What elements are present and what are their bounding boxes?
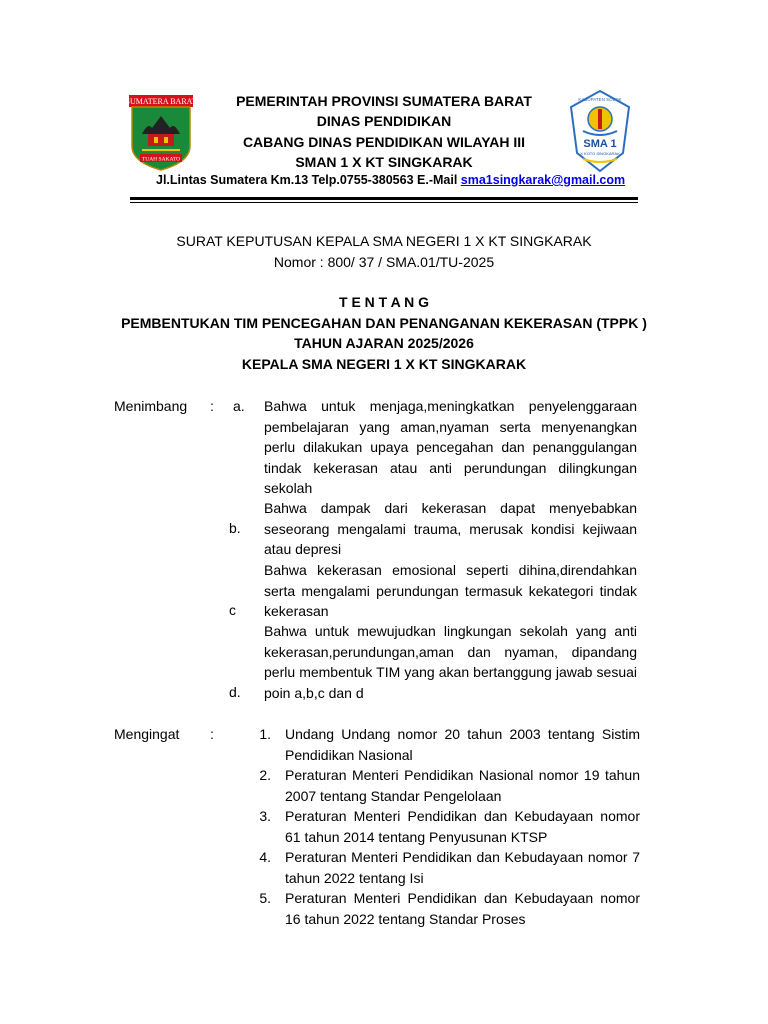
address-text: Jl.Lintas Sumatera Km.13 Telp.0755-380563 E.-Mail — [156, 173, 461, 187]
svg-text:SMA 1: SMA 1 — [583, 138, 617, 150]
academic-year: TAHUN AJARAN 2025/2026 — [294, 335, 474, 351]
menimbang-marker-b: b. — [229, 520, 241, 536]
menimbang-point-d: Bahwa untuk mewujudkan lingkungan sekolah yang anti kekerasan,perundungan,aman dan nyaman, dipandang perlu membentuk TIM yang akan bertanggung jawab sesuai poin a,b,c dan d — [264, 623, 637, 701]
sma1-school-emblem-icon — [569, 89, 631, 173]
school-head-title: KEPALA SMA NEGERI 1 X KT SINGKARAK — [241, 356, 527, 372]
email-link[interactable]: sma1singkarak@gmail.com — [460, 173, 626, 187]
svg-text:TUAH SAKATO: TUAH SAKATO — [141, 156, 181, 163]
letterhead-address — [156, 173, 625, 187]
decree-number: Nomor : 800/ 37 / SMA.01/TU-2025 — [273, 254, 495, 270]
mengingat-item-2: Peraturan Menteri Pendidikan Nasional nomor 19 tahun 2007 tentang Standar Pengelolaan — [285, 767, 640, 804]
decree-title: SURAT KEPUTUSAN KEPALA SMA NEGERI 1 X KT SINGKARAK — [176, 233, 592, 249]
letterhead-divider-thin — [130, 202, 638, 203]
mengingat-number-1: 1. — [259, 726, 271, 742]
mengingat-label: Mengingat — [114, 726, 180, 742]
mengingat-item-1: Undang Undang nomor 20 tahun 2003 tentang Sistim Pendidikan Nasional — [285, 726, 640, 763]
mengingat-number-2: 2. — [259, 767, 271, 783]
letterhead-line-branch: CABANG DINAS PENDIDIKAN WILAYAH III — [242, 134, 526, 150]
mengingat-number-5: 5. — [259, 890, 271, 906]
tentang-heading: T E N T A N G — [339, 294, 429, 310]
menimbang-label: Menimbang — [114, 398, 188, 414]
svg-text:X KOTO SINGKARAK: X KOTO SINGKARAK — [580, 151, 620, 156]
mengingat-item-4: Peraturan Menteri Pendidikan dan Kebudayaan nomor 7 tahun 2022 tentang Isi — [285, 849, 640, 886]
menimbang-marker-d: d. — [229, 684, 241, 700]
svg-text:SUMATERA BARAT: SUMATERA BARAT — [128, 97, 194, 106]
letterhead-line-school: SMAN 1 X KT SINGKARAK — [295, 154, 473, 170]
mengingat-number-4: 4. — [259, 849, 271, 865]
menimbang-colon: : — [210, 398, 214, 414]
menimbang-point-c: Bahwa kekerasan emosional seperti dihina,direndahkan serta mengalami perundungan termasuk kekategori tindak kekerasan — [264, 562, 637, 619]
mengingat-item-3: Peraturan Menteri Pendidikan dan Kebudayaan nomor 61 tahun 2014 tentang Penyusunan KTSP — [285, 808, 640, 845]
mengingat-item-5: Peraturan Menteri Pendidikan dan Kebudayaan nomor 16 tahun 2022 tentang Standar Proses — [285, 890, 640, 927]
letterhead-line-government: PEMERINTAH PROVINSI SUMATERA BARAT — [236, 93, 532, 109]
menimbang-point-a: Bahwa untuk menjaga,meningkatkan penyelenggaraan pembelajaran yang aman,nyaman serta menyenangkan perlu dilakukan upaya pencegahan dan penanggulangan tindak kekerasan atau anti perundungan dilingkungan sekolah — [264, 398, 637, 496]
svg-text:KABUPATEN SOLOK: KABUPATEN SOLOK — [578, 97, 622, 102]
decree-subject: PEMBENTUKAN TIM PENCEGAHAN DAN PENANGANAN KEKERASAN (TPPK ) — [121, 315, 647, 331]
mengingat-number-3: 3. — [259, 808, 271, 824]
menimbang-point-b: Bahwa dampak dari kekerasan dapat menyebabkan seseorang mengalami trauma, merusak kondisi kejiwaan atau depresi — [264, 500, 637, 557]
mengingat-colon: : — [210, 726, 214, 742]
letterhead-divider-thick — [130, 197, 638, 200]
menimbang-marker-a: a. — [233, 398, 245, 414]
menimbang-marker-c: c — [229, 602, 236, 618]
letterhead-line-department: DINAS PENDIDIKAN — [316, 113, 452, 129]
